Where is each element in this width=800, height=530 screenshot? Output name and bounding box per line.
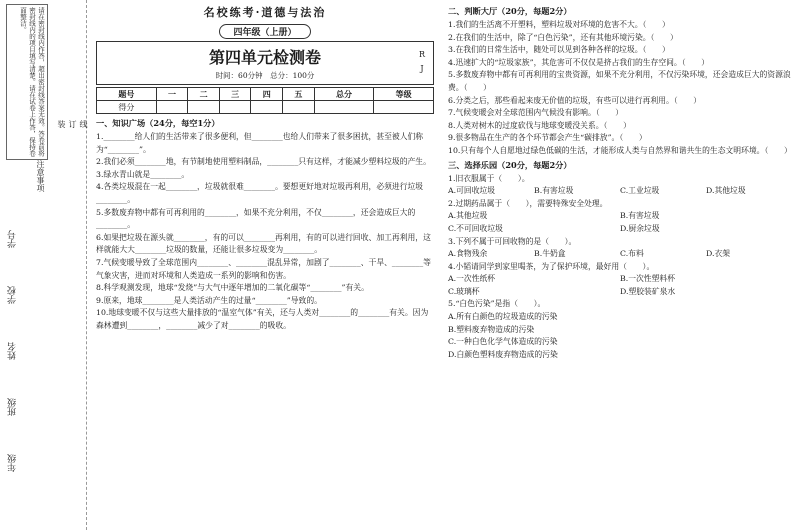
score-cell[interactable] [314, 101, 374, 114]
edition-letter: R [418, 50, 425, 59]
question: 5.多数废弃物中都有可再利用的________，如果不充分利用，不仅________，还会造成巨大的________。 [96, 207, 416, 230]
notice-title: 注意事项 [36, 160, 45, 192]
question: 8.科学观测发现，地球“发烧”与大气中逐年增加的二氧化碳等“________”有关。 [96, 283, 369, 293]
notice-box: 请在密封线内作答，超出密封线答案无效。答卷前将密封线内的项目填写清楚。请在试卷上作答，保持卷面整洁。 [6, 4, 48, 160]
field-label: 学号 [8, 230, 18, 248]
judge-item: 9.很多物品在生产的各个环节都会产生“碳排放”。（ ） [448, 133, 647, 143]
series-title: 名校练考·道德与法治 [203, 6, 327, 19]
field-label: 姓名 [8, 342, 18, 360]
choice-option[interactable]: D.其他垃圾 [706, 186, 746, 196]
edition-letter: J [420, 64, 424, 73]
choice-option[interactable]: C.布料 [620, 249, 644, 259]
grade-badge: 四年级（上册） [219, 24, 311, 39]
seal-line-labels [56, 120, 89, 238]
section-heading: 二、判断大厅（20分，每题2分） [448, 6, 572, 16]
choice-option[interactable]: D.白颜色塑料废弃物造成的污染 [448, 349, 558, 359]
choice-question: 2.过期药品属于（ ），需要特殊安全处理。 [448, 198, 608, 208]
field-label: 班级 [8, 398, 18, 416]
edition-mark [419, 48, 425, 76]
score-cell[interactable] [251, 101, 283, 114]
question: 2.我们必须________地，有节制地使用塑料制品，________只有这样，才能减少塑料垃圾的产生。 [96, 157, 431, 167]
score-header: 等级 [374, 88, 434, 101]
score-header: 题号 [97, 88, 157, 101]
choice-option[interactable]: B.塑料废弃物造成的污染 [448, 324, 535, 334]
choice-option[interactable]: C.工业垃圾 [620, 186, 660, 196]
choice-options [448, 273, 792, 298]
choice-option[interactable]: A.食物残余 [448, 249, 488, 259]
score-cell[interactable] [188, 101, 220, 114]
choice-option[interactable]: C.玻璃杯 [448, 286, 480, 296]
question: 9.原来，地球________是人类活动产生的过量“________”导致的。 [96, 295, 322, 305]
left-column [96, 4, 434, 333]
score-cell[interactable] [374, 101, 434, 114]
field-label: 学校 [8, 286, 18, 304]
title-box [96, 41, 434, 85]
judge-item: 6.分类之后，那些看起来废无价值的垃圾，有些可以进行再利用。（ ） [448, 95, 702, 105]
choice-option[interactable]: D.塑胶装矿泉水 [620, 286, 676, 296]
field-label: 年级 [8, 454, 18, 472]
choice-option[interactable]: A.可回收垃圾 [448, 186, 496, 196]
judge-item: 1.我们的生活离不开塑料，塑料垃圾对环境的危害不大。（ ） [448, 20, 670, 29]
section-heading: 一、知识广场（24分，每空1分） [96, 118, 220, 128]
question: 7.气候变暖导致了全球范围内________、________混乱异常，加剧了________、干旱、________等气象灾害，进而对环境和人类造成一系列的影响和伤害。 [96, 257, 431, 280]
right-column [448, 4, 792, 361]
question: 1.________给人们的生活带来了很多便利，但________也给人们带来了很多困扰，甚至被人们称为“________”。 [96, 132, 424, 154]
exam-title: 第四单元检测卷 [208, 48, 321, 67]
question: 10.地球变暖不仅与这些大量排放的“温室气体”有关，还与人类对________的________有关。因为森林遭到________，________减少了对________的吸收。 [96, 308, 429, 330]
choice-option[interactable]: A.一次性纸杯 [448, 274, 496, 284]
choice-option[interactable]: C.一种白色化学气体造成的污染 [448, 337, 558, 347]
score-row-label: 得分 [97, 101, 157, 114]
choice-option[interactable]: B.有害垃圾 [620, 211, 660, 221]
choice-option[interactable]: D.厨余垃圾 [620, 223, 660, 233]
score-cell[interactable] [283, 101, 315, 114]
score-header: 总分 [314, 88, 374, 101]
choice-question: 3.下列不属于可回收物的是（ ）。 [448, 236, 577, 246]
score-header: 二 [188, 88, 220, 101]
score-cell[interactable] [219, 101, 251, 114]
choice-options [448, 248, 792, 261]
choice-option[interactable]: A.其他垃圾 [448, 211, 488, 221]
choice-question: 1.旧衣服属于（ ）。 [448, 173, 530, 183]
score-table [96, 87, 434, 114]
choice-option[interactable]: C.不可回收垃圾 [448, 223, 503, 233]
student-fields [6, 230, 46, 510]
choice-options [448, 210, 792, 235]
judge-item: 2.在我们的生活中，除了“白色污染”，还有其他环境污染。（ ） [448, 32, 678, 42]
score-header: 五 [283, 88, 315, 101]
choice-option[interactable]: B.有害垃圾 [534, 186, 574, 196]
judge-item: 3.在我们的日常生活中，随处可以见到各种各样的垃圾。（ ） [448, 45, 670, 55]
choice-option[interactable]: A.所有白颜色的垃圾造成的污染 [448, 312, 558, 322]
question: 3.绿水青山就是________。 [96, 169, 190, 179]
question: 6.如果把垃圾在源头就________，有的可以________再利用，有的可以进行回收、加工再利用，这样就能大大________垃圾的数量，还能让很多垃圾变为________。 [96, 232, 431, 255]
seal-label: 装 [57, 120, 66, 128]
score-cell[interactable] [156, 101, 188, 114]
choice-option[interactable]: B.一次性塑料杯 [620, 274, 675, 284]
section-heading: 三、选择乐园（20分，每题2分） [448, 159, 572, 170]
choice-option[interactable]: D.衣架 [706, 249, 731, 259]
choice-option[interactable]: B.牛奶盒 [534, 249, 566, 259]
judge-item: 7.气候变暖会对全球范围内气候没有影响。（ ） [448, 108, 624, 118]
score-header: 一 [156, 88, 188, 101]
binding-margin [0, 0, 87, 530]
judge-item: 4.迅速扩大的“垃圾家族”，其危害可不仅仅是挤占我们的生存空间。（ ） [448, 57, 710, 67]
choice-question: 4.小韬请同学到家里喝茶，为了保护环境，最好用（ ）。 [448, 261, 655, 271]
time-score: 时间：60分钟 总分：100分 [215, 71, 315, 80]
judge-item: 10.只有每个人自愿地过绿色低碳的生活，才能形成人类与自然界和谐共生的生态文明环境。（ ） [448, 145, 792, 155]
choice-options [448, 185, 792, 198]
question: 4.各类垃圾混在一起________，垃圾就很难________。要想更好地对垃圾再利用，必须进行垃圾________。 [96, 182, 424, 204]
judge-item: 5.多数废弃物中都有可再利用的宝贵资源，如果不充分利用，不仅污染环境，还会造成巨大的资源浪费。（ ） [448, 70, 791, 92]
judge-item: 8.人类对树木的过度砍伐与地球变暖没关系。（ ） [448, 120, 631, 130]
score-header: 四 [251, 88, 283, 101]
seal-label: 订 [68, 120, 77, 128]
score-header: 三 [219, 88, 251, 101]
choice-question: 5.“白色污染”是指（ ）。 [448, 299, 546, 309]
seal-label: 线 [79, 120, 88, 128]
